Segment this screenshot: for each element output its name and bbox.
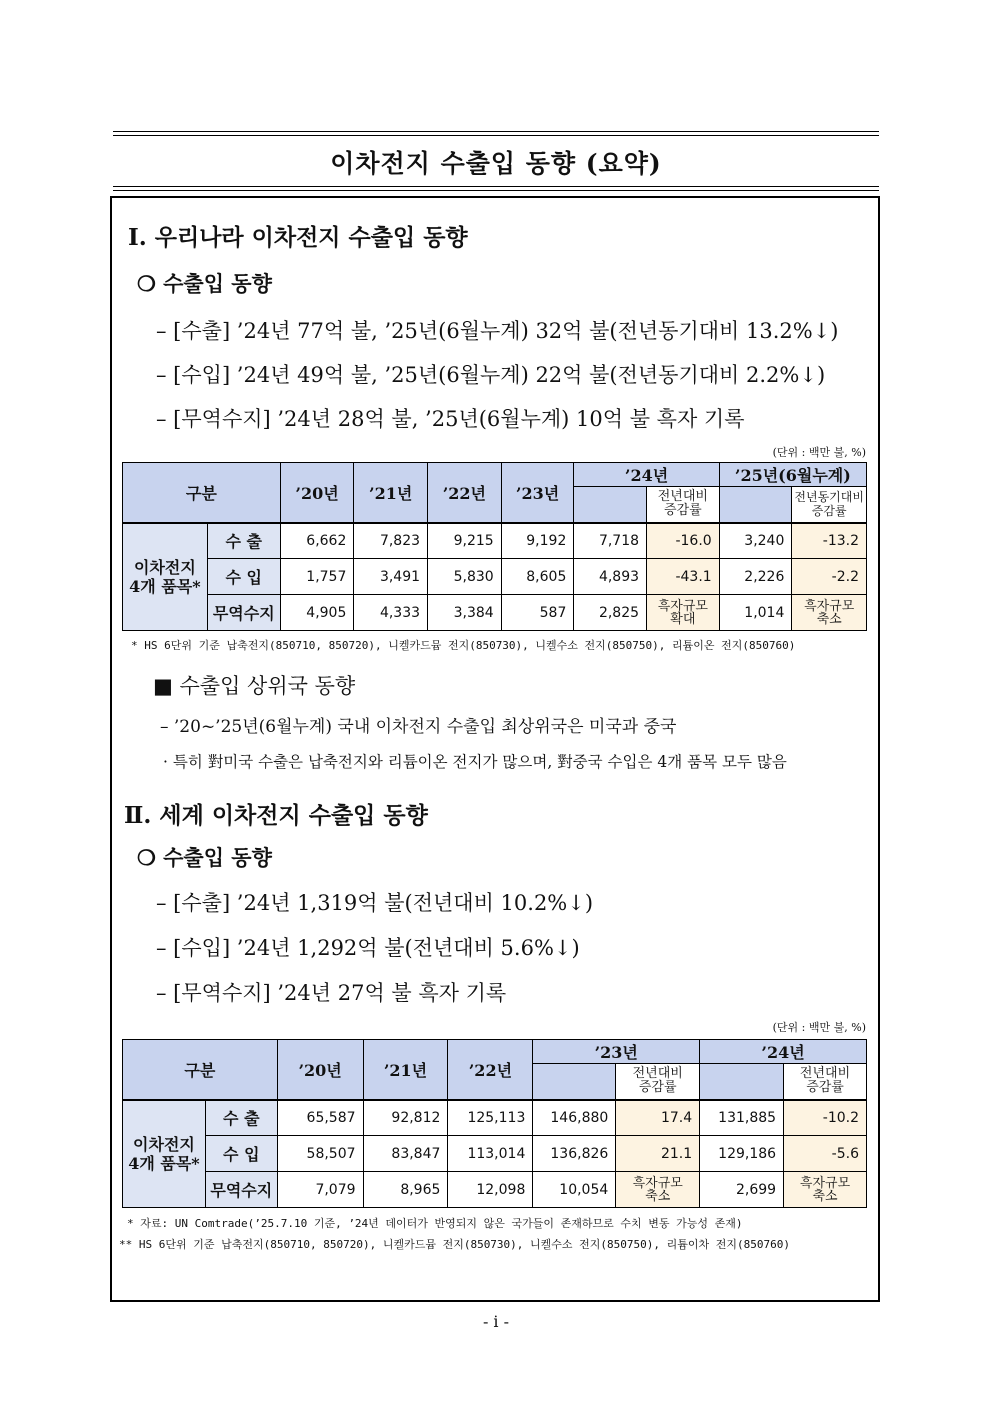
section1-unit: (단위 : 백만 불, %) — [772, 446, 866, 459]
section2-heading: Ⅱ. 세계 이차전지 수출입 동향 — [124, 802, 428, 829]
table-cell: 2,226 — [719, 559, 792, 595]
page-title: 이차전지 수출입 동향 (요약) — [330, 149, 662, 178]
table-cell: 65,587 — [277, 1100, 363, 1136]
table-cell: 136,826 — [533, 1136, 616, 1172]
table-cell: 흑자규모 축소 — [792, 595, 867, 631]
table-cell: 58,507 — [277, 1136, 363, 1172]
table-cell: 흑자규모 축소 — [616, 1172, 700, 1208]
table-cell: 2,699 — [700, 1172, 784, 1208]
table-cell: 129,186 — [700, 1136, 784, 1172]
table-header-label: 구분 — [123, 1040, 278, 1100]
table-cell: 7,823 — [354, 523, 428, 559]
table-item: 수 출 — [207, 523, 280, 559]
table-cell: 1,757 — [280, 559, 354, 595]
table-cell: 4,333 — [354, 595, 428, 631]
table-cell: 4,905 — [280, 595, 354, 631]
title-rules-bottom — [113, 186, 879, 192]
table-cell: -43.1 — [647, 559, 720, 595]
table-cell: 3,240 — [719, 523, 792, 559]
table-cell: 2,825 — [574, 595, 647, 631]
table-header-year: ’24년 — [700, 1040, 867, 1064]
korea-trade-table — [122, 462, 867, 631]
table-cell: 9,215 — [428, 523, 502, 559]
table-header-year: ’20년 — [280, 463, 354, 523]
table-cell: 흑자규모 축소 — [784, 1172, 867, 1208]
section1-sub-bullet: · 특히 對미국 수출은 납축전지와 리튬이온 전지가 많으며, 對중국 수입은 4개 품목 모두 많음 — [163, 753, 787, 771]
table-header-change: 전년대비 증감률 — [616, 1064, 700, 1100]
table-cell: 146,880 — [533, 1100, 616, 1136]
table-cell: 흑자규모 확대 — [647, 595, 720, 631]
section2-bullet-import: – [수입] ’24년 1,292억 불(전년대비 5.6%↓) — [156, 936, 580, 960]
table-header-year: ’20년 — [277, 1040, 363, 1100]
section1-bullet-export: – [수출] ’24년 77억 불, ’25년(6월누계) 32억 불(전년동기대비 13.2%↓) — [156, 319, 839, 343]
table-cell: 92,812 — [363, 1100, 448, 1136]
section2-note-hs: ** HS 6단위 기준 납축전지(850710, 850720), 니켈카드뮴 전지(850730), 니켈수소 전지(850750), 리튬이차 전지(850760) — [119, 1238, 791, 1251]
section2-bullet-export: – [수출] ’24년 1,319억 불(전년대비 10.2%↓) — [156, 891, 594, 915]
section1-subheading: ❍ 수출입 동향 — [137, 271, 272, 296]
page-number: - i - — [482, 1312, 510, 1331]
section2-unit: (단위 : 백만 불, %) — [772, 1021, 866, 1034]
section1-note: * HS 6단위 기준 납축전지(850710, 850720), 니켈카드뮴 전지(850730), 니켈수소 전지(850750), 리튬이온 전지(850760) — [131, 639, 796, 652]
table-cell: -16.0 — [647, 523, 720, 559]
table-header-label: 구분 — [123, 463, 281, 523]
section1-sub-bullet: – ’20~’25년(6월누계) 국내 이차전지 수출입 최상위국은 미국과 중국 — [160, 717, 677, 737]
table-cell: 8,965 — [363, 1172, 448, 1208]
table-cell: 5,830 — [428, 559, 502, 595]
section2-note-source: * 자료: UN Comtrade(’25.7.10 기준, ’24년 데이터가 반영되지 않은 국가들이 존재하므로 수치 변동 가능성 존재) — [127, 1217, 743, 1230]
table-header-year: ’23년 — [533, 1040, 700, 1064]
table-cell: 3,384 — [428, 595, 502, 631]
section1-subheading2: ■ 수출입 상위국 동향 — [153, 674, 356, 698]
table-header-year: ’22년 — [448, 1040, 533, 1100]
table-cell: 6,662 — [280, 523, 354, 559]
table-header-year: ’21년 — [363, 1040, 448, 1100]
table-category: 이차전지 4개 품목* — [123, 1100, 206, 1208]
table-header-year: ’24년 — [574, 463, 719, 487]
table-cell: -2.2 — [792, 559, 867, 595]
table-cell: 113,014 — [448, 1136, 533, 1172]
table-cell: 83,847 — [363, 1136, 448, 1172]
table-item: 무역수지 — [205, 1172, 277, 1208]
section1-bullet-import: – [수입] ’24년 49억 불, ’25년(6월누계) 22억 불(전년동기대비 2.2%↓) — [156, 363, 826, 387]
table-cell: 125,113 — [448, 1100, 533, 1136]
table-cell: 587 — [501, 595, 574, 631]
table-item: 수 출 — [205, 1100, 277, 1136]
section2-bullet-balance: – [무역수지] ’24년 27억 불 흑자 기록 — [156, 981, 507, 1005]
table-cell: 1,014 — [719, 595, 792, 631]
table-cell: 7,718 — [574, 523, 647, 559]
table-cell: -13.2 — [792, 523, 867, 559]
table-cell: -10.2 — [784, 1100, 867, 1136]
table-header-change: 전년대비 증감률 — [647, 487, 720, 523]
title-rules-top — [113, 131, 879, 137]
table-item: 무역수지 — [207, 595, 280, 631]
table-cell: 17.4 — [616, 1100, 700, 1136]
table-header-year: ’25년(6월누계) — [719, 463, 866, 487]
section2-subheading: ❍ 수출입 동향 — [137, 845, 272, 870]
table-item: 수 입 — [207, 559, 280, 595]
table-header-change: 전년대비 증감률 — [784, 1064, 867, 1100]
table-cell: 8,605 — [501, 559, 574, 595]
table-cell: 12,098 — [448, 1172, 533, 1208]
table-item: 수 입 — [205, 1136, 277, 1172]
table-header-year: ’23년 — [501, 463, 574, 523]
table-header-year: ’22년 — [428, 463, 502, 523]
table-cell: 21.1 — [616, 1136, 700, 1172]
table-cell: 9,192 — [501, 523, 574, 559]
table-cell: 10,054 — [533, 1172, 616, 1208]
section1-heading: Ⅰ. 우리나라 이차전지 수출입 동향 — [128, 224, 468, 251]
table-cell: 4,893 — [574, 559, 647, 595]
table-header-change: 전년동기대비 증감률 — [792, 487, 867, 523]
table-header-year: ’21년 — [354, 463, 428, 523]
table-cell: -5.6 — [784, 1136, 867, 1172]
section1-bullet-balance: – [무역수지] ’24년 28억 불, ’25년(6월누계) 10억 불 흑자 기록 — [156, 407, 745, 431]
table-cell: 7,079 — [277, 1172, 363, 1208]
table-cell: 131,885 — [700, 1100, 784, 1136]
table-category: 이차전지 4개 품목* — [123, 523, 208, 631]
world-trade-table — [122, 1039, 867, 1208]
table-cell: 3,491 — [354, 559, 428, 595]
